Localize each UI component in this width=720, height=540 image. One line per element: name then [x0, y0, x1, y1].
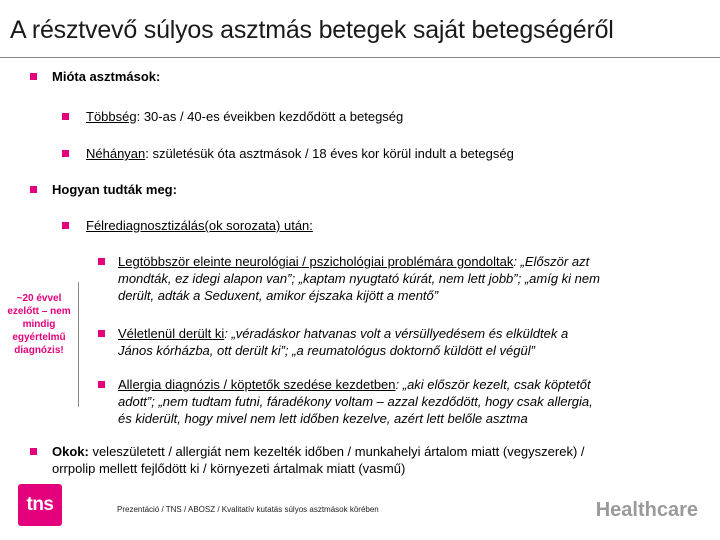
okok-line: orrpolip mellett fejlődött ki / környezeti ártalmak miatt (vasmű)	[52, 461, 406, 476]
detail-line	[118, 253, 589, 270]
okok-text: veleszületett / allergiát nem kezelték időben / munkahelyi ártalom miatt (vegyszerek) /	[88, 444, 585, 459]
side-note-divider	[78, 282, 79, 407]
side-note: ~20 évvel ezelőtt – nem mindig egyértelmű diagnózis!	[7, 293, 71, 356]
title-divider	[0, 57, 720, 58]
bullet-icon	[30, 448, 37, 455]
bullet-icon	[30, 186, 37, 193]
sub-heading: Félrediagnosztizálás(ok sorozata) után:	[86, 218, 313, 233]
healthcare-brand: Healthcare	[595, 499, 698, 521]
section-heading-mióta: Mióta asztmások:	[52, 69, 161, 84]
detail-line	[118, 376, 591, 393]
detail-line: adott”; „nem tudtam futni, fáradékony voltam – azzal kezdődött, hogy csak allergia,	[118, 394, 593, 409]
list-item	[86, 108, 403, 125]
bullet-icon	[62, 222, 69, 229]
logo-text: tns	[26, 494, 54, 515]
bullet-icon	[98, 258, 105, 265]
section-heading-hogyan: Hogyan tudták meg:	[52, 182, 177, 197]
list-item	[86, 145, 514, 162]
detail-label: Allergia diagnózis / köptetők szedése kezdetben	[118, 377, 396, 392]
slide-title: A résztvevő súlyos asztmás betegek saját betegségéről	[10, 16, 614, 44]
detail-quote: : „Először azt	[513, 254, 590, 269]
okok-line	[52, 443, 585, 460]
detail-line: derült, adták a Seduxent, amikor éjszaka kijött a mentő”	[118, 288, 439, 303]
list-item-text: : 30-as / 40-es éveikben kezdődött a betegség	[136, 109, 404, 124]
tns-logo	[18, 484, 62, 526]
bullet-icon	[30, 73, 37, 80]
detail-quote: : „véradáskor hatvanas volt a vérsüllyedésem és elküldtek a	[224, 326, 569, 341]
list-item-label: Néhányan	[86, 146, 146, 161]
list-item-label: Többség	[86, 109, 137, 124]
detail-line	[118, 325, 568, 342]
detail-quote: : „aki először kezelt, csak köptetőt	[395, 377, 591, 392]
detail-line: János kórházba, ott derült ki”; „a reumatológus doktornő küldött el végül”	[118, 343, 535, 358]
detail-label: Legtöbbször eleinte neurológiai / pszichológiai problémára gondoltak	[118, 254, 514, 269]
detail-line: mondták, ez idegi alapon van”; „kaptam nyugtató kúrát, nem lett jobb”; „amíg ki nem	[118, 271, 600, 286]
detail-label: Véletlenül derült ki	[118, 326, 225, 341]
bullet-icon	[98, 381, 105, 388]
bullet-icon	[98, 330, 105, 337]
okok-label: Okok:	[52, 444, 89, 459]
bullet-icon	[62, 113, 69, 120]
bullet-icon	[62, 150, 69, 157]
footer-caption: Prezentáció / TNS / ABOSZ / Kvalitatív kutatás súlyos asztmások körében	[117, 505, 379, 514]
list-item-text: : születésük óta asztmások / 18 éves kor körül indult a betegség	[145, 146, 514, 161]
detail-line: és kiderült, hogy mivel nem lett időben kezelve, azért lett belőle asztma	[118, 411, 528, 426]
